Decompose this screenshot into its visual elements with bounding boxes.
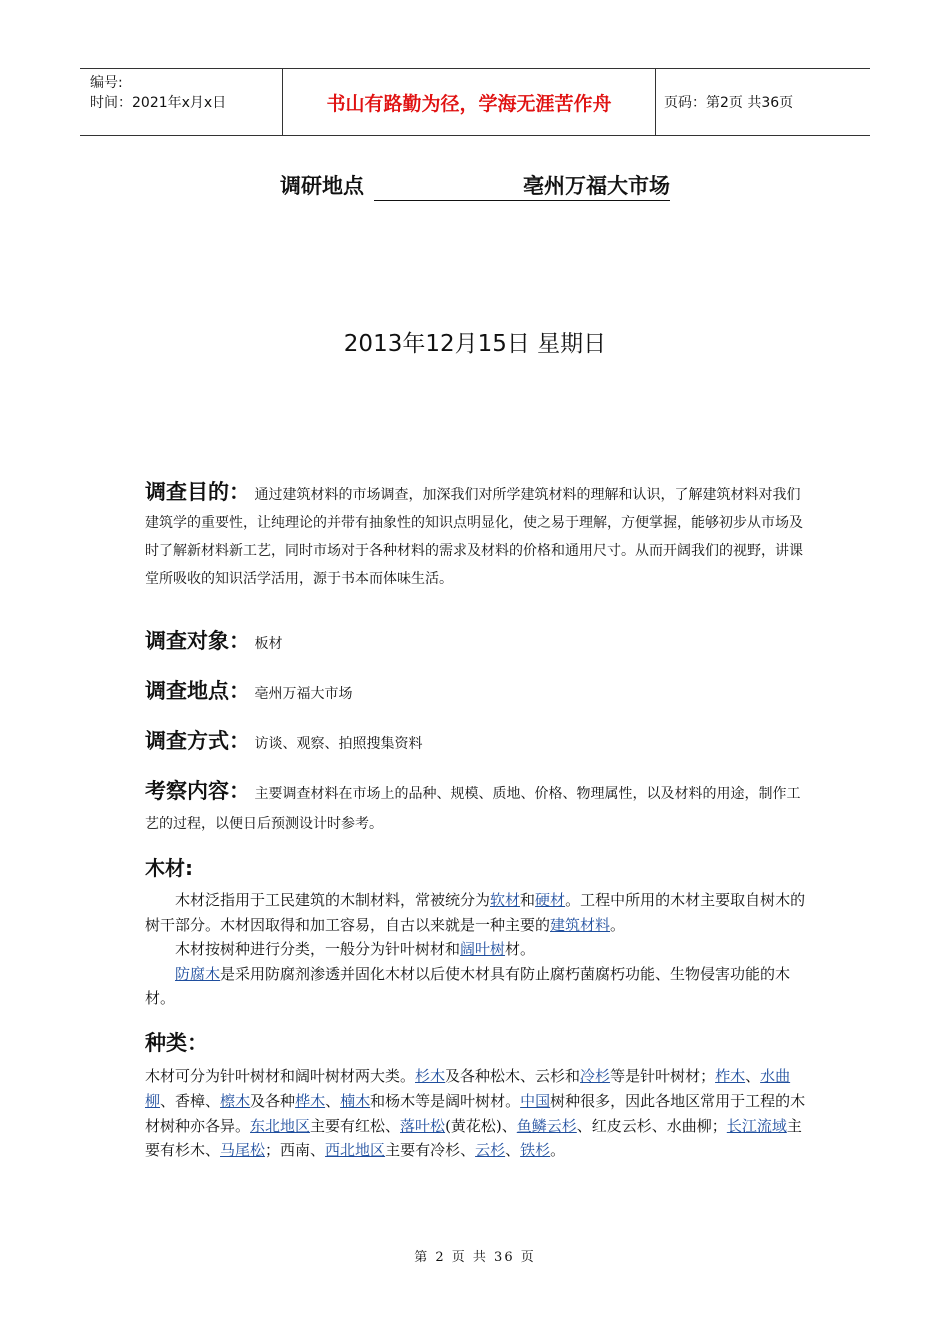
object-value: 板材 xyxy=(254,636,283,652)
text-run: 是采用防腐剂渗透并固化木材以后使木材具有防止腐朽菌腐朽功能、生物侵害功能的木材。 xyxy=(145,964,791,1007)
link-northwest[interactable]: 西北地区 xyxy=(325,1141,386,1160)
text-run: 、红皮云杉、水曲柳； xyxy=(576,1116,727,1135)
link-sassafras[interactable]: 檫木 xyxy=(220,1091,251,1110)
link-softwood[interactable]: 软材 xyxy=(490,891,521,909)
link-fir[interactable]: 冷杉 xyxy=(580,1067,611,1085)
text-run: 、 xyxy=(505,1141,521,1160)
location-title-value: 亳州万福大市场 xyxy=(374,170,670,201)
wood-paragraph-2 xyxy=(145,937,810,962)
text-run: 木材泛指用于工民建筑的木制材料，常被统分为 xyxy=(175,891,491,909)
types-heading: 种类： xyxy=(145,1031,208,1055)
link-hemlock[interactable]: 铁杉 xyxy=(520,1141,551,1160)
text-run: (黄花松)、 xyxy=(445,1116,517,1135)
text-run: 和 xyxy=(520,891,536,909)
text-run: 材。 xyxy=(505,940,536,958)
text-run: 树种很多，因此各地区常用于工程的木材树种亦各异。 xyxy=(145,1091,806,1135)
text-run: 和杨木等是阔叶树材。 xyxy=(370,1091,521,1110)
wood-paragraph-1 xyxy=(145,888,810,937)
link-ash[interactable]: 水曲柳 xyxy=(145,1067,791,1110)
link-building-materials[interactable]: 建筑材料 xyxy=(550,915,611,934)
page-header xyxy=(80,68,870,136)
link-larch[interactable]: 落叶松 xyxy=(400,1116,446,1135)
text-run: 、 xyxy=(325,1091,341,1110)
link-hardwood[interactable]: 硬材 xyxy=(535,891,566,909)
wood-heading: 木材: xyxy=(145,856,193,880)
content-label: 考察内容： xyxy=(145,779,250,803)
types-section xyxy=(145,1064,810,1163)
content-text: 主要调查材料在市场上的品种、规模、质地、价格、物理属性，以及材料的用途，制作工艺的过程，以便日后预测设计时参考。 xyxy=(145,786,801,832)
text-run: 木材可分为针叶树材和阔叶树材两大类。 xyxy=(145,1067,416,1085)
link-masson-pine[interactable]: 马尾松 xyxy=(220,1141,266,1160)
link-yangtze[interactable]: 长江流域 xyxy=(726,1116,787,1135)
link-china[interactable]: 中国 xyxy=(520,1091,551,1110)
link-oak[interactable]: 柞木 xyxy=(715,1067,746,1085)
content-section xyxy=(145,776,810,839)
text-run: 及各种松木、云杉和 xyxy=(445,1067,581,1085)
link-phoebe[interactable]: 楠木 xyxy=(340,1091,371,1110)
time-label: 时间：2021年x月x日 xyxy=(90,95,227,111)
wood-section xyxy=(145,888,810,1011)
text-run: 、香樟、 xyxy=(160,1091,221,1110)
link-broadleaf[interactable]: 阔叶树 xyxy=(460,940,506,958)
text-run: 木材按树种进行分类，一般分为针叶树材和 xyxy=(175,940,461,958)
text-run: 。 xyxy=(610,915,626,934)
text-run: 。工程中所用的木材主要取自树木的树干部分。木材因取得和加工容易，自古以来就是一种主要的 xyxy=(145,891,806,934)
purpose-text: 通过建筑材料的市场调查，加深我们对所学建筑材料的理解和认识，了解建筑材料对我们建筑学的重要性，让纯理论的并带有抽象性的知识点明显化，使之易于理解，方便掌握，能够初步从市场及时了解新材料新工艺，同时市场对于各种材料的需求及材料的价格和通用尺寸。从而开阔我们的视野，讲课堂所吸收的知识活学活用，源于书本而体味生活。 xyxy=(145,487,803,587)
link-preserved-wood[interactable]: 防腐木 xyxy=(175,964,221,983)
number-label: 编号: xyxy=(90,75,123,91)
text-run: 、 xyxy=(745,1067,761,1085)
link-northeast[interactable]: 东北地区 xyxy=(250,1116,311,1135)
object-label: 调查对象： xyxy=(145,629,250,653)
place-section xyxy=(145,677,810,708)
text-run: 主要有杉木、 xyxy=(145,1116,802,1160)
method-value: 访谈、观察、拍照搜集资料 xyxy=(254,736,423,752)
link-birch[interactable]: 桦木 xyxy=(295,1091,326,1110)
wood-paragraph-3 xyxy=(145,962,810,1011)
page-footer: 第 2 页 共 36 页 xyxy=(414,1250,536,1265)
method-label: 调查方式： xyxy=(145,729,250,753)
link-spruce-yezo[interactable]: 鱼鳞云杉 xyxy=(516,1116,577,1135)
purpose-label: 调查目的： xyxy=(145,480,250,504)
location-title-label: 调研地点 xyxy=(280,174,364,198)
place-value: 亳州万福大市场 xyxy=(254,686,353,702)
text-run: 。 xyxy=(550,1141,566,1160)
text-run: 等是针叶树材； xyxy=(610,1067,716,1085)
text-run: ；西南、 xyxy=(265,1141,326,1160)
link-spruce[interactable]: 云杉 xyxy=(475,1141,506,1160)
link-cunninghamia[interactable]: 杉木 xyxy=(415,1067,446,1085)
header-page-info: 页码：第2页 共36页 xyxy=(664,95,794,111)
report-date: 2013年12月15日 星期日 xyxy=(343,331,607,357)
place-label: 调查地点： xyxy=(145,679,250,703)
object-section xyxy=(145,627,810,658)
location-title xyxy=(0,170,950,201)
header-meta xyxy=(80,69,282,135)
header-motto: 书山有路勤为径，学海无涯苦作舟 xyxy=(282,69,656,135)
purpose-section xyxy=(145,478,810,593)
text-run: 主要有冷杉、 xyxy=(385,1141,476,1160)
method-section xyxy=(145,727,810,758)
text-run: 主要有红松、 xyxy=(310,1116,401,1135)
text-run: 及各种 xyxy=(250,1091,296,1110)
